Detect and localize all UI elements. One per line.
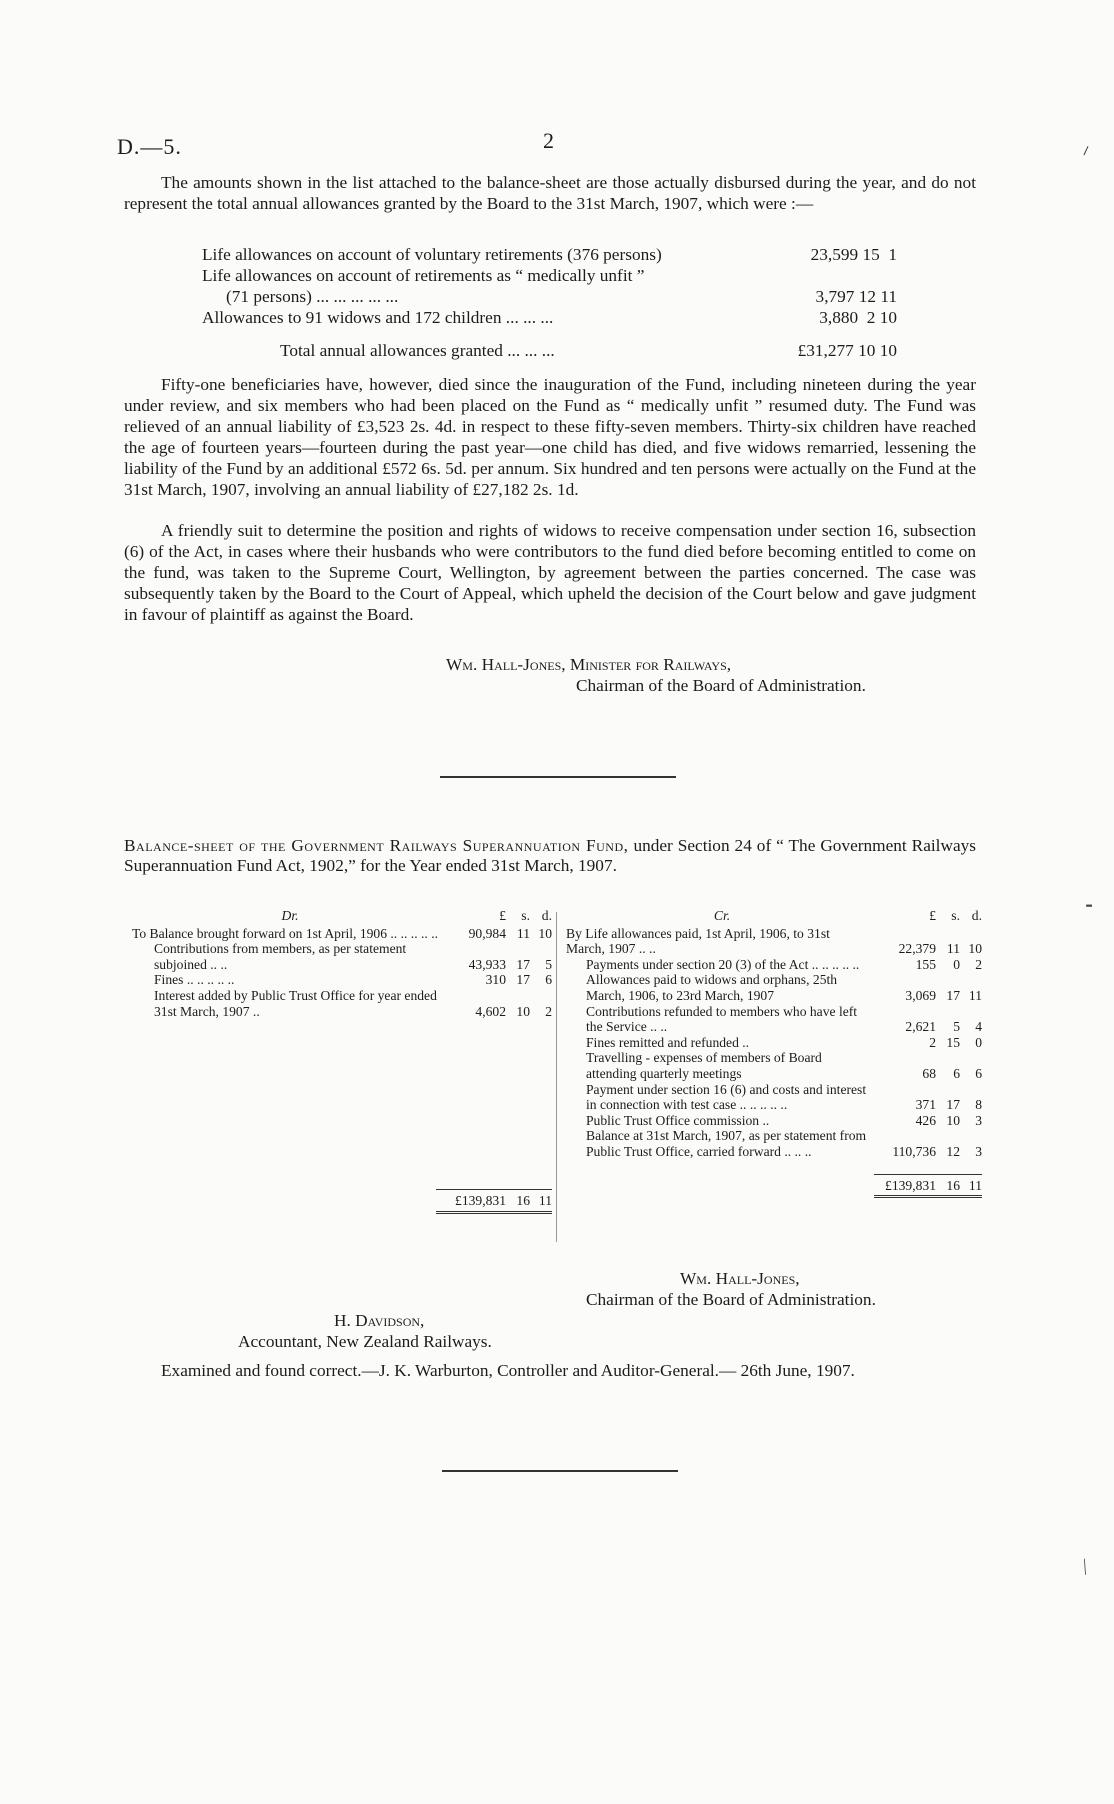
amount-pounds: 90,984: [468, 925, 506, 941]
signature-title: Chairman of the Board of Administration.: [586, 1290, 876, 1309]
debit-side: [132, 908, 552, 1214]
total-pence: 11: [538, 1193, 552, 1209]
amount-pence: 2: [975, 956, 982, 972]
amount-pounds: 68: [922, 1065, 936, 1081]
col-pence: d.: [541, 908, 552, 923]
friendly-suit-paragraph: [124, 520, 976, 625]
amount-pence: 10: [968, 941, 982, 957]
total-pounds: £139,831: [885, 1177, 936, 1193]
credit-desc: Contributions refunded to members who have left the Service .. ..: [586, 1003, 858, 1035]
amount-pence: 10: [538, 925, 552, 941]
amount-pence: 2: [545, 1003, 552, 1019]
margin-mark: ⁄: [1076, 1557, 1094, 1577]
signature-chairman: [586, 1268, 876, 1310]
total-shillings: 16: [946, 1177, 960, 1193]
debit-row: [132, 941, 552, 972]
col-pounds: £: [929, 908, 936, 923]
credit-desc: By Life allowances paid, 1st April, 1906, to 31st March, 1907 .. ..: [566, 925, 830, 957]
amount-pence: 5: [545, 956, 552, 972]
credit-desc: Payments under section 20 (3) of the Act .. .. .. .. ..: [586, 956, 860, 972]
credit-total-row: [566, 1174, 982, 1199]
credit-row: [566, 972, 982, 1003]
allowance-label: (71 persons) ... ... ... ... ...: [226, 287, 399, 306]
signature-title: Chairman of the Board of Administration.: [576, 676, 866, 695]
amount-pounds: 43,933: [468, 956, 506, 972]
amount-pence: 11: [968, 987, 982, 1003]
beneficiaries-text: Fifty-one beneficiaries have, however, died since the inauguration of the Fund, including nineteen during the year under review, and six members who had been placed on the Fund as “ medically unfit ” resumed duty. The Fund was relieved of an annual liability of £3,523 2s. 4d. in respect to these fifty-seven members. Thirty-six children have reached the age of fourteen years—fourteen during the past year—one child has died, and five widows remarried, lessening the liability of the Fund by an additional £572 6s. 5d. per annum. Six hundred and ten persons were actually on the Fund at the 31st March, 1907, involving an annual liability of £27,182 2s. 1d.: [124, 375, 976, 499]
credit-desc: Payment under section 16 (6) and costs and interest in connection with test case .. .. .. .. ..: [586, 1081, 867, 1113]
amount-shillings: 6: [953, 1065, 960, 1081]
examined-text: Examined and found correct.—J. K. Warburton, Controller and Auditor-General.— 26th June, 1907.: [161, 1361, 855, 1380]
col-shillings: s.: [951, 908, 960, 923]
balance-sheet-title-lead: Balance-sheet of the Government Railways Superannuation Fund,: [124, 836, 629, 855]
amount-shillings: 17: [946, 1097, 960, 1113]
credit-row: [566, 926, 982, 957]
credit-desc: Public Trust Office commission ..: [586, 1112, 770, 1128]
amount-pounds: 155: [915, 956, 936, 972]
allowance-amount: 23,599 15 1: [810, 245, 897, 264]
allowance-amount: 3,797 12 11: [815, 287, 897, 306]
amount-shillings: 11: [516, 925, 530, 941]
debit-row: [132, 988, 552, 1019]
debit-total-row: [132, 1189, 552, 1214]
signature-title: Accountant, New Zealand Railways.: [238, 1332, 492, 1351]
margin-mark: ⁃: [1084, 896, 1094, 918]
allowances-total-label: Total annual allowances granted ... ... ...: [280, 341, 555, 360]
allowance-row: [202, 244, 897, 265]
amount-pounds: 2,621: [905, 1019, 936, 1035]
intro-paragraph: [124, 172, 976, 214]
amount-pounds: 426: [915, 1112, 936, 1128]
credit-desc: Travelling - expenses of members of Board attending quarterly meetings: [586, 1050, 822, 1081]
debit-desc: Contributions from members, as per statement subjoined .. ..: [154, 941, 407, 972]
credit-row: [566, 1128, 982, 1159]
signature-line: H. Davidson,: [334, 1311, 425, 1330]
debit-header: [132, 908, 552, 924]
examined-paragraph: [124, 1360, 976, 1381]
balance-sheet-title-rest: under Section 24 of “ The Government Railways Superannuation Fund Act, 1902,” for the Year ended 31st March, 1907.: [124, 836, 976, 875]
signature-line: Wm. Hall-Jones,: [680, 1269, 800, 1288]
amount-pounds: 22,379: [898, 941, 936, 957]
debit-row: [132, 972, 552, 988]
signature-minister: [446, 654, 866, 696]
allowances-total-row: [202, 340, 897, 361]
amount-shillings: 10: [946, 1112, 960, 1128]
allowance-label: Life allowances on account of retirements as “ medically unfit ”: [202, 266, 645, 285]
amount-shillings: 17: [516, 956, 530, 972]
credit-row: [566, 1004, 982, 1035]
amount-pence: 0: [975, 1034, 982, 1050]
credit-row: [566, 1113, 982, 1129]
debit-desc: To Balance brought forward on 1st April, 1906 .. .. .. .. ..: [132, 925, 438, 941]
amount-shillings: 17: [516, 972, 530, 988]
allowance-row: [202, 307, 897, 328]
debit-desc: Interest added by Public Trust Office for year ended 31st March, 1907 ..: [154, 987, 437, 1019]
col-pence: d.: [971, 908, 982, 923]
amount-pounds: 2: [929, 1034, 936, 1050]
amount-pence: 8: [975, 1097, 982, 1113]
amount-pounds: 4,602: [475, 1003, 506, 1019]
signature-accountant: [238, 1310, 492, 1352]
amount-pounds: 3,069: [905, 987, 936, 1003]
document-reference: D.—5.: [117, 134, 182, 159]
credit-header: [566, 908, 982, 924]
amount-pence: 3: [975, 1143, 982, 1159]
amount-pounds: 371: [915, 1097, 936, 1113]
debit-desc: Fines .. .. .. .. ..: [154, 972, 235, 988]
credit-side: [566, 908, 982, 1198]
amount-shillings: 10: [516, 1003, 530, 1019]
section-divider: [440, 776, 676, 778]
section-divider: [442, 1470, 678, 1472]
allowance-label: Life allowances on account of voluntary retirements (376 persons): [202, 245, 662, 264]
credit-desc: Balance at 31st March, 1907, as per statement from Public Trust Office, carried forward .. .. ..: [586, 1128, 867, 1159]
amount-pence: 4: [975, 1019, 982, 1035]
intro-text: The amounts shown in the list attached to the balance-sheet are those actually disbursed during the year, and do not represent the total annual allowances granted by the Board to the 31st March, 1907, which were :—: [124, 173, 976, 213]
amount-pounds: 310: [485, 972, 506, 988]
debit-row: [132, 926, 552, 942]
total-shillings: 16: [516, 1193, 530, 1209]
amount-pounds: 110,736: [892, 1143, 936, 1159]
allowance-amount: 3,880 2 10: [819, 308, 897, 327]
credit-row: [566, 1035, 982, 1051]
amount-shillings: 12: [946, 1143, 960, 1159]
amount-shillings: 11: [946, 941, 960, 957]
col-shillings: s.: [521, 908, 530, 923]
signature-line: Wm. Hall-Jones, Minister for Railways,: [446, 655, 732, 674]
amount-shillings: 5: [953, 1019, 960, 1035]
credit-desc: Allowances paid to widows and orphans, 25th March, 1906, to 23rd March, 1907: [586, 972, 838, 1003]
column-divider: [556, 912, 557, 1242]
allowances-list: [202, 244, 897, 361]
amount-pence: 3: [975, 1112, 982, 1128]
allowance-row: [202, 265, 897, 286]
page-number: 2: [543, 128, 554, 153]
balance-sheet-title: [124, 836, 976, 876]
col-pounds: £: [499, 908, 506, 923]
beneficiaries-paragraph: [124, 374, 976, 500]
allowance-row: [202, 286, 897, 307]
friendly-suit-text: A friendly suit to determine the position and rights of widows to receive compensation under section 16, subsection (6) of the Act, in cases where their husbands who were contributors to the fund died before becoming entitled to come on the fund, was taken to the Supreme Court, Wellington, by agreement between the parties concerned. The case was subsequently taken by the Board to the Court of Appeal, which upheld the decision of the Court below and gave judgment in favour of plaintiff as against the Board.: [124, 521, 976, 624]
total-pounds: £139,831: [455, 1193, 506, 1209]
credit-row: [566, 1082, 982, 1113]
margin-mark: ⸍: [1079, 142, 1096, 167]
amount-shillings: 0: [953, 956, 960, 972]
credit-heading: Cr.: [713, 908, 731, 923]
amount-shillings: 15: [946, 1034, 960, 1050]
allowances-total-amount: £31,277 10 10: [797, 341, 897, 360]
amount-pence: 6: [975, 1065, 982, 1081]
allowance-label: Allowances to 91 widows and 172 children ... ... ...: [202, 308, 554, 327]
credit-row: [566, 1050, 982, 1081]
amount-pence: 6: [545, 972, 552, 988]
credit-row: [566, 957, 982, 973]
credit-desc: Fines remitted and refunded ..: [586, 1034, 750, 1050]
amount-shillings: 17: [946, 987, 960, 1003]
total-pence: 11: [968, 1177, 982, 1193]
debit-heading: Dr.: [281, 908, 299, 923]
